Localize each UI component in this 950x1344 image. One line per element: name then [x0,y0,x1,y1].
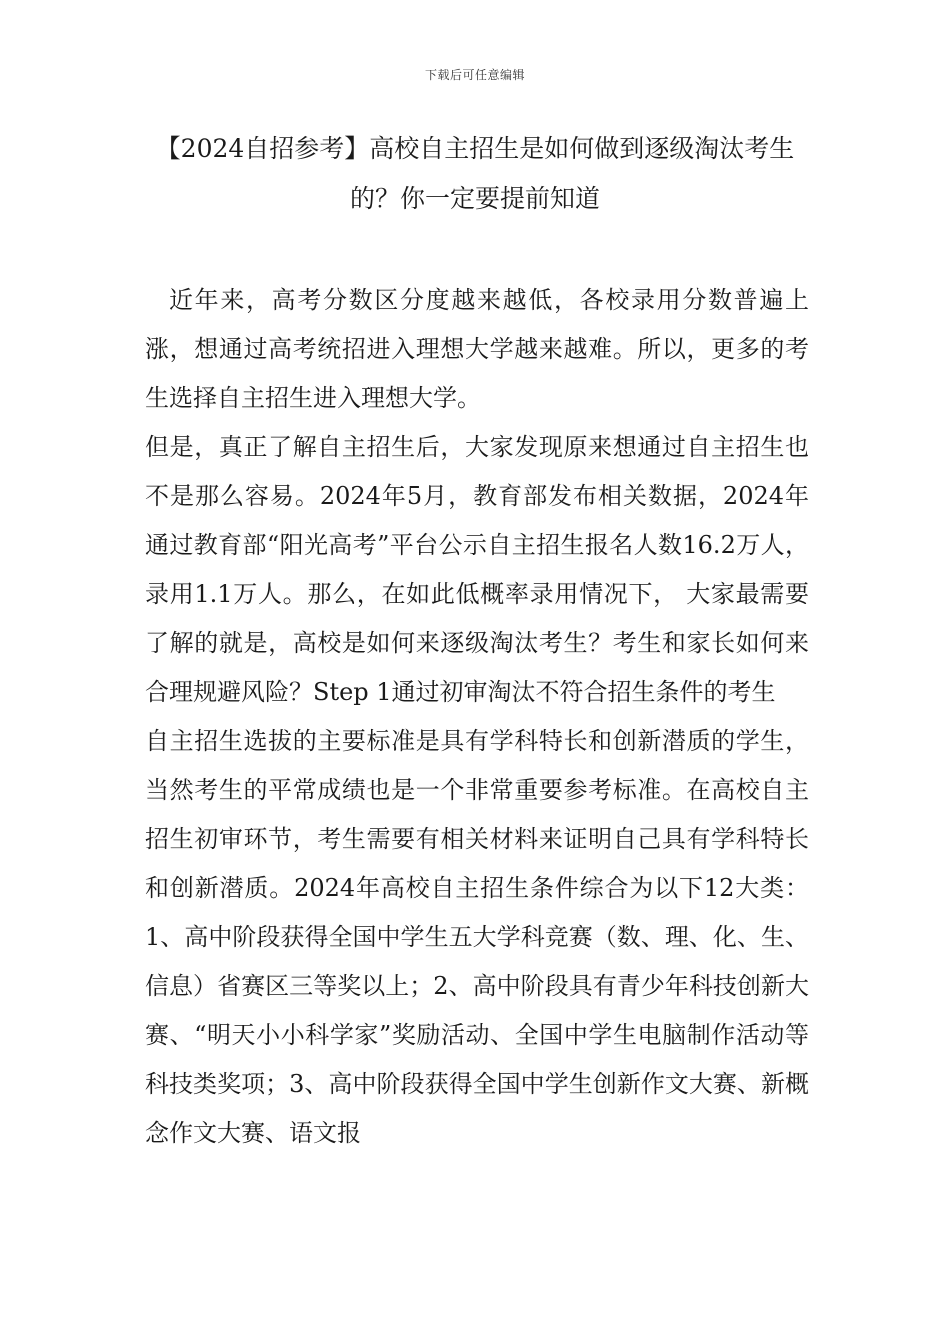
paragraph-criteria: 自主招生选拔的主要标准是具有学科特长和创新潜质的学生，当然考生的平常成绩也是一个非常重要参考标准。在高校自主招生初审环节，考生需要有相关材料来证明自己具有学科特长和创新潜质。2024年高校自主招生条件综合为以下12大类：1、高中阶段获得全国中学生五大学科竞赛（数、理、化、生、信息）省赛区三等奖以上；2、高中阶段具有青少年科技创新大赛、“明天小小科学家”奖励活动、全国中学生电脑制作活动等科技类奖项；3、高中阶段获得全国中学生创新作文大赛、新概念作文大赛、语文报 [145,727,809,1147]
document-title: 【2024自招参考】高校自主招生是如何做到逐级淘汰考生的？你一定要提前知道 [155,134,795,213]
header-note: 下载后可任意编辑 [424,68,525,82]
paragraph-intro: 近年来，高考分数区分度越来越低，各校录用分数普遍上涨，想通过高考统招进入理想大学越来越难。所以，更多的考生选择自主招生进入理想大学。 [145,286,809,412]
document-body [145,276,809,1158]
paragraph-data: 但是，真正了解自主招生后，大家发现原来想通过自主招生也不是那么容易。2024年5月，教育部发布相关数据，2024年通过教育部“阳光高考”平台公示自主招生报名人数16.2万人，录用1.1万人。那么，在如此低概率录用情况下， 大家最需要了解的就是，高校是如何来逐级淘汰考生？考生和家长如何来合理规避风险？Step 1通过初审淘汰不符合招生条件的考生 [145,433,809,706]
